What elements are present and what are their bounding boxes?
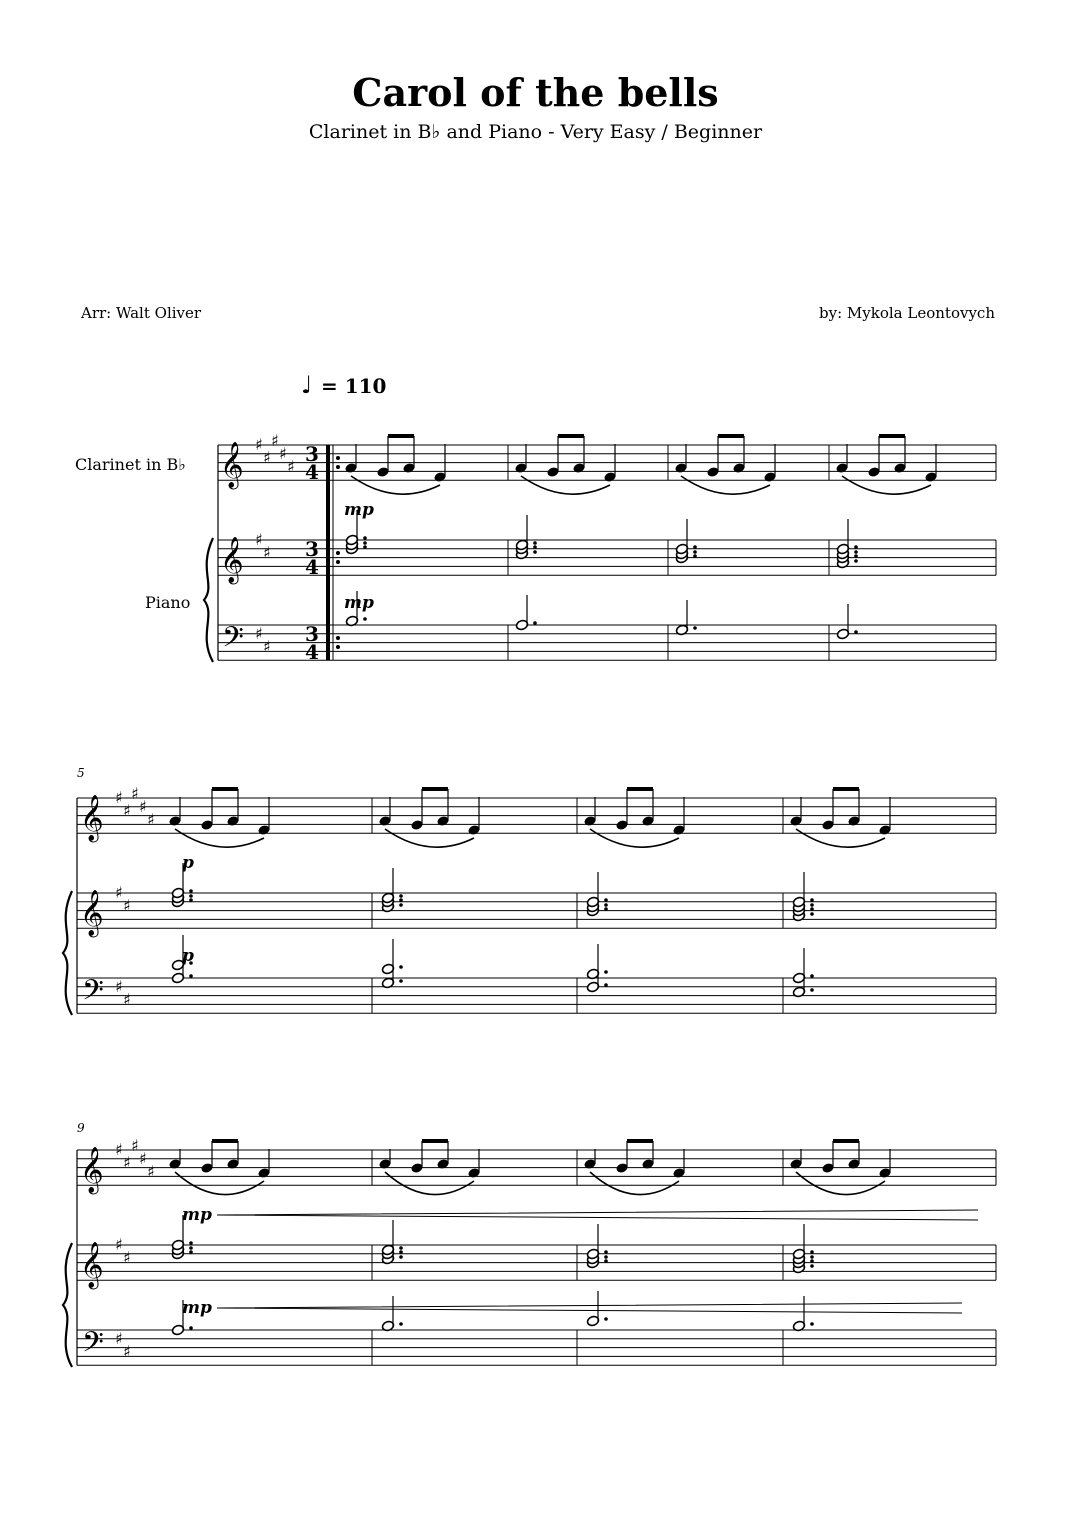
key-signature-sharp-icon: ♯	[263, 637, 271, 656]
augmentation-dot	[189, 1246, 193, 1250]
augmentation-dot	[399, 1255, 403, 1259]
augmentation-dot	[399, 965, 403, 969]
piano-label: Piano	[145, 593, 191, 612]
augmentation-dot	[810, 912, 814, 916]
tempo-marking	[301, 371, 386, 399]
key-signature-sharp-icon: ♯	[123, 896, 131, 915]
augmentation-dot	[604, 1250, 608, 1254]
augmentation-dot	[854, 554, 858, 558]
augmentation-dot	[363, 545, 367, 549]
augmentation-dot	[810, 1259, 814, 1263]
augmentation-dot	[604, 970, 608, 974]
clarinet-dynamic: mp	[344, 500, 374, 520]
augmentation-dot	[363, 541, 367, 545]
repeat-dot	[336, 560, 340, 564]
time-signature-bottom: 4	[305, 640, 319, 664]
augmentation-dot	[399, 903, 403, 907]
bass-clef-icon: 𝄢	[82, 974, 104, 1014]
augmentation-dot	[693, 626, 697, 630]
augmentation-dot	[810, 1250, 814, 1254]
key-signature-sharp-icon: ♯	[123, 1153, 131, 1172]
augmentation-dot	[363, 617, 367, 621]
augmentation-dot	[604, 1255, 608, 1259]
piano-dynamic: mp	[182, 1298, 212, 1318]
time-signature-bottom: 4	[305, 555, 319, 579]
time-signature-bottom: 4	[305, 460, 319, 484]
augmentation-dot	[604, 1259, 608, 1263]
augmentation-dot	[399, 894, 403, 898]
key-signature-sharp-icon: ♯	[147, 810, 155, 829]
augmentation-dot	[189, 889, 193, 893]
key-signature-sharp-icon: ♯	[115, 883, 123, 902]
measure-number: 9	[77, 1121, 85, 1135]
augmentation-dot	[810, 907, 814, 911]
slur	[521, 476, 610, 494]
augmentation-dot	[854, 559, 858, 563]
slur	[590, 829, 679, 847]
time-signature-top: 3	[305, 442, 319, 466]
augmentation-dot	[604, 983, 608, 987]
key-signature-sharp-icon: ♯	[115, 1140, 123, 1159]
bass-clef-icon: 𝄢	[222, 621, 244, 661]
augmentation-dot	[189, 898, 193, 902]
key-signature-sharp-icon: ♯	[115, 1329, 123, 1348]
time-signature-top: 3	[305, 622, 319, 646]
repeat-dot	[336, 636, 340, 640]
composer-credit: by: Mykola Leontovych	[819, 304, 995, 322]
augmentation-dot	[533, 541, 537, 545]
augmentation-dot	[189, 894, 193, 898]
repeat-dot	[336, 645, 340, 649]
augmentation-dot	[810, 1264, 814, 1268]
score-subtitle: Clarinet in B♭ and Piano - Very Easy / Beginner	[308, 121, 763, 143]
augmentation-dot	[189, 1326, 193, 1330]
system-1	[204, 431, 996, 664]
key-signature-sharp-icon: ♯	[255, 530, 263, 549]
treble-clef-icon: 𝄞	[220, 442, 244, 488]
augmentation-dot	[604, 903, 608, 907]
augmentation-dot	[604, 907, 608, 911]
slur	[796, 829, 885, 847]
augmentation-dot	[604, 1317, 608, 1321]
key-signature-sharp-icon: ♯	[123, 1342, 131, 1361]
augmentation-dot	[399, 979, 403, 983]
clarinet-dynamic: mp	[182, 1205, 212, 1225]
treble-clef-icon: 𝄞	[80, 1147, 104, 1193]
augmentation-dot	[854, 545, 858, 549]
key-signature-sharp-icon: ♯	[123, 1248, 131, 1267]
piano-brace	[63, 1243, 72, 1367]
augmentation-dot	[533, 621, 537, 625]
arranger-credit: Arr: Walt Oliver	[81, 304, 202, 322]
augmentation-dot	[533, 545, 537, 549]
repeat-dot	[336, 551, 340, 555]
slur	[385, 829, 474, 847]
augmentation-dot	[604, 898, 608, 902]
augmentation-dot	[189, 1241, 193, 1245]
key-signature-sharp-icon: ♯	[131, 784, 139, 803]
augmentation-dot	[399, 1246, 403, 1250]
bass-clef-icon: 𝄢	[82, 1326, 104, 1366]
augmentation-dot	[810, 1322, 814, 1326]
augmentation-dot	[693, 545, 697, 549]
augmentation-dot	[810, 974, 814, 978]
treble-clef-icon: 𝄞	[80, 890, 104, 936]
key-signature-sharp-icon: ♯	[287, 457, 295, 476]
key-signature-sharp-icon: ♯	[139, 797, 147, 816]
key-signature-sharp-icon: ♯	[115, 788, 123, 807]
augmentation-dot	[810, 898, 814, 902]
treble-clef-icon: 𝄞	[220, 537, 244, 583]
repeat-dot	[336, 456, 340, 460]
slur	[175, 1172, 264, 1195]
system-3	[63, 1121, 996, 1367]
augmentation-dot	[363, 536, 367, 540]
key-signature-sharp-icon: ♯	[255, 624, 263, 643]
slur	[351, 476, 440, 494]
slur	[590, 1172, 679, 1195]
augmentation-dot	[810, 903, 814, 907]
key-signature-sharp-icon: ♯	[263, 448, 271, 467]
key-signature-sharp-icon: ♯	[123, 801, 131, 820]
piano-dynamic: p	[182, 946, 194, 966]
augmentation-dot	[533, 550, 537, 554]
augmentation-dot	[189, 1250, 193, 1254]
treble-clef-icon: 𝄞	[80, 795, 104, 841]
slur	[175, 829, 264, 847]
augmentation-dot	[693, 554, 697, 558]
augmentation-dot	[399, 898, 403, 902]
key-signature-sharp-icon: ♯	[279, 444, 287, 463]
augmentation-dot	[189, 974, 193, 978]
slur	[681, 476, 770, 494]
repeat-dot	[336, 465, 340, 469]
system-2	[63, 766, 996, 1015]
score-title: Carol of the bells	[352, 70, 719, 115]
crescendo-hairpin	[217, 1210, 978, 1220]
time-signature-top: 3	[305, 537, 319, 561]
key-signature-sharp-icon: ♯	[115, 1235, 123, 1254]
clarinet-label: Clarinet in B♭	[75, 455, 186, 474]
piano-brace	[63, 891, 72, 1015]
key-signature-sharp-icon: ♯	[271, 431, 279, 450]
tempo-note-icon: ♩	[301, 371, 313, 399]
key-signature-sharp-icon: ♯	[139, 1149, 147, 1168]
slur	[842, 476, 931, 494]
measure-number: 5	[77, 766, 85, 780]
treble-clef-icon: 𝄞	[80, 1242, 104, 1288]
piano-brace	[204, 538, 213, 662]
key-signature-sharp-icon: ♯	[123, 990, 131, 1009]
slur	[796, 1172, 885, 1195]
crescendo-hairpin	[217, 1303, 962, 1313]
augmentation-dot	[399, 1250, 403, 1254]
augmentation-dot	[810, 1255, 814, 1259]
slur	[385, 1172, 474, 1195]
augmentation-dot	[399, 1322, 403, 1326]
augmentation-dot	[693, 550, 697, 554]
key-signature-sharp-icon: ♯	[131, 1136, 139, 1155]
tempo-text: = 110	[321, 374, 387, 398]
piano-dynamic: mp	[344, 593, 374, 613]
key-signature-sharp-icon: ♯	[255, 435, 263, 454]
key-signature-sharp-icon: ♯	[147, 1162, 155, 1181]
augmentation-dot	[810, 988, 814, 992]
augmentation-dot	[854, 630, 858, 634]
augmentation-dot	[854, 550, 858, 554]
clarinet-dynamic: p	[182, 853, 194, 873]
key-signature-sharp-icon: ♯	[115, 977, 123, 996]
key-signature-sharp-icon: ♯	[263, 543, 271, 562]
